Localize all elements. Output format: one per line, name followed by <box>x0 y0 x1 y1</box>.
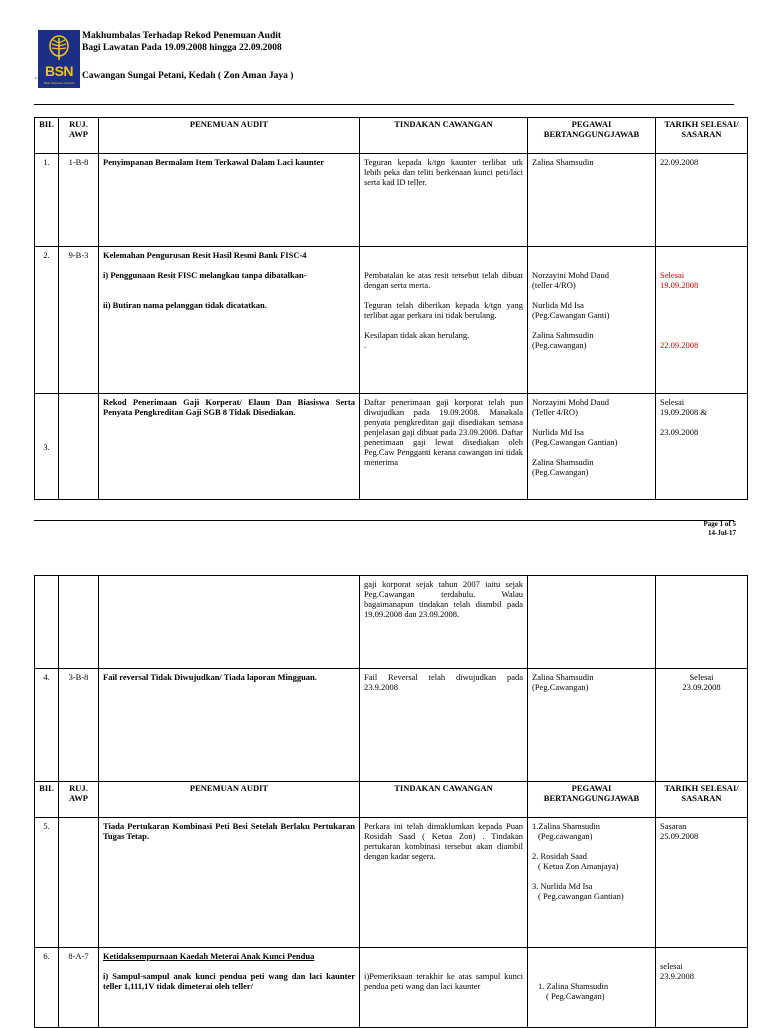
officer-name: Zalina Sahmsudin <box>532 330 594 340</box>
col-pegawai: PEGAWAI BERTANGGUNGJAWAB <box>528 118 656 154</box>
row-date <box>656 948 748 1028</box>
row-action: Fail Reversal telah diwujudkan pada 23.9.2008 <box>360 669 528 782</box>
officer-role: (Peg.cawangan) <box>532 340 587 350</box>
row-date <box>656 576 748 669</box>
page-date: 14-Jul-17 <box>708 529 736 537</box>
col-pegawai: PEGAWAI BERTANGGUNGJAWAB <box>528 782 656 818</box>
table-row <box>35 394 748 500</box>
row-bil <box>35 576 59 669</box>
officer-name: Zalina Shamsudin <box>532 672 594 682</box>
officer-role: (Teller 4/RO) <box>532 407 578 417</box>
row-action: Perkara ini telah dimaklumkan kepada Puan Rosidah Saad ( Ketua Zon) . Tindakan pertukaran kombinasi tersebut akan diambil dengan kadar segera. <box>360 818 528 948</box>
audit-table-page1 <box>34 117 748 500</box>
logo-tagline: Bank Simpanan Nasional <box>43 81 75 85</box>
finding-title: Ketidaksempurnaan Kaedah Meterai Anak Kunci Pendua <box>103 951 315 961</box>
action-line: Pembatalan ke atas resit tersebut telah dibuat dengan serta merta. <box>364 270 523 290</box>
finding-item-i: i) Penggunaan Resit FISC melangkau tanpa dibatalkan- <box>103 270 307 280</box>
col-penemuan: PENEMUAN AUDIT <box>99 782 360 818</box>
row-officer: Zalina Shamsudin <box>528 154 656 247</box>
row-ruj: 8-A-7 <box>59 948 99 1028</box>
doc-title-line2: Bagi Lawatan Pada 19.09.2008 hingga 22.09.2008 <box>82 43 282 53</box>
officer-role: ( Peg.Cawangan) <box>546 991 605 1001</box>
col-tarikh: TARIKH SELESAI/ SASARAN <box>656 118 748 154</box>
table-row <box>35 669 748 782</box>
officer-role: (Peg.cawangan) <box>538 831 593 841</box>
date-value: 23.09.2008 <box>660 427 699 437</box>
action-line: Teguran telah diberikan kepada k/tgn yang terlibat agar perkara ini tidak berulang. <box>364 300 523 320</box>
header-rule <box>34 104 734 105</box>
officer-role: ( Peg.cawangan Gantian) <box>538 891 624 901</box>
col-ruj: RUJ. AWP <box>59 782 99 818</box>
row-officer <box>528 394 656 500</box>
row-date <box>656 247 748 394</box>
date-status: Selesai <box>660 270 685 280</box>
row-bil: 6. <box>35 948 59 1028</box>
officer-name: Zalina Shamsudin <box>532 457 594 467</box>
row-officer <box>528 669 656 782</box>
table-row <box>35 818 748 948</box>
officer-name: 1. Zalina Shamsudin <box>538 981 609 991</box>
table-row <box>35 247 748 394</box>
date-status: Selesai <box>660 397 685 407</box>
row-ruj: 3-B-8 <box>59 669 99 782</box>
row-officer <box>528 818 656 948</box>
table-row <box>35 948 748 1028</box>
row-bil: 2. <box>35 247 59 394</box>
action-line: . <box>364 340 367 350</box>
row-action: Daftar penerimaan gaji korporat telah pun diwujudkan pada 19.09.2008. Manakala penyata pengkreditan gaji disediakan semasa penjelasan gaji dibuat pada 23.09.2008. Daftar penerimaan gaji lewat disediakan oleh Peg.Caw Pengganti kerana cawangan ini tidak menerima <box>360 394 528 500</box>
officer-name: Norzayini Mohd Daud <box>532 397 609 407</box>
page-count: Page 1 of 5 <box>703 520 736 528</box>
date-value: 19.09.2008 <box>660 280 699 290</box>
date-value: 19.09.2008 & <box>660 407 707 417</box>
row-action: gaji korporat sejak tahun 2007 iaitu sejak Peg.Cawangan terdahulu. Walau bagaimanapun tindakan telah diambil pada 19.09.2008 dan 23.09.2008. <box>360 576 528 669</box>
finding-item-ii: ii) Butiran nama pelanggan tidak dicatatkan. <box>103 300 267 310</box>
action-line: Kesilapan tidak akan berulang. <box>364 330 470 340</box>
date-value: 23.9.2008 <box>660 971 694 981</box>
row-ruj: 1-B-8 <box>59 154 99 247</box>
officer-name: Norzayini Mohd Daud <box>532 270 609 280</box>
row-date <box>656 394 748 500</box>
row-bil: 3. <box>35 394 59 500</box>
row-ruj: 9-B-3 <box>59 247 99 394</box>
officer-name: Nurlida Md Isa <box>532 427 584 437</box>
row-finding: Tiada Pertukaran Kombinasi Peti Besi Setelah Berlaku Pertukaran Tugas Tetap. <box>99 818 360 948</box>
col-bil: BIL <box>35 782 59 818</box>
date-status: Sasaran <box>660 821 687 831</box>
officer-role: (Peg.Cawangan) <box>532 467 589 477</box>
row-date: 22.09.2008 <box>656 154 748 247</box>
col-tarikh: TARIKH SELESAI/ SASARAN <box>656 782 748 818</box>
row-ruj <box>59 576 99 669</box>
officer-role: (Peg.Cawangan) <box>532 682 589 692</box>
row-bil: 1. <box>35 154 59 247</box>
page-number <box>704 520 736 538</box>
row-finding <box>99 576 360 669</box>
action-line: i)Pemeriksaan terakhir ke atas sampul kunci pendua peti wang dan laci kaunter <box>364 971 523 991</box>
row-finding <box>99 948 360 1028</box>
logo-text: BSN <box>44 63 74 79</box>
date-status: selesai <box>660 961 683 971</box>
officer-role: (Peg.Cawangan Gantian) <box>532 437 618 447</box>
date-value: 22.09.2008 <box>660 340 699 350</box>
col-tindakan: TINDAKAN CAWANGAN <box>360 782 528 818</box>
finding-item-i: i) Sampul-sampul anak kunci pendua peti wang dan laci kaunter teller 1,111,1V tidak dimeterai oleh teller/ <box>103 971 355 991</box>
row-date <box>656 669 748 782</box>
date-value: 23.09.2008 <box>682 682 721 692</box>
table-row <box>35 154 748 247</box>
officer-name: 1.Zalina Shamsudin <box>532 821 600 831</box>
row-finding <box>99 247 360 394</box>
date-status: Selesai <box>689 672 714 682</box>
officer-role: (Peg.Cawangan Ganti) <box>532 310 610 320</box>
officer-name: 3. Nurlida Md Isa <box>532 881 593 891</box>
finding-title: Kelemahan Pengurusan Resit Hasil Resmi Bank FISC-4 <box>103 250 307 260</box>
row-bil: 5. <box>35 818 59 948</box>
stray-mark: `` <box>34 76 40 86</box>
officer-role: ( Ketua Zon Amanjaya) <box>538 861 619 871</box>
audit-table-page2 <box>34 575 748 1028</box>
officer-role: (teller 4/RO) <box>532 280 576 290</box>
table-header-row <box>35 782 748 818</box>
branch-name: Cawangan Sungai Petani, Kedah ( Zon Aman Jaya ) <box>82 71 294 81</box>
officer-name: Nurlida Md Isa <box>532 300 584 310</box>
row-date <box>656 818 748 948</box>
bsn-logo <box>38 30 80 88</box>
row-bil: 4. <box>35 669 59 782</box>
row-ruj <box>59 394 99 500</box>
row-action <box>360 247 528 394</box>
row-action: Teguran kepada k/tgn kaunter terlibat utk lebih peka dan teliti berkenaan kunci peti/laci serta kad ID teller. <box>360 154 528 247</box>
row-finding: Rekod Penerimaan Gaji Korperat/ Elaun Dan Biasiswa Serta Penyata Pengkreditan Gaji SGB 8 Tidak Disediakan. <box>99 394 360 500</box>
footer-rule <box>34 520 734 521</box>
tree-emblem-icon <box>47 35 71 61</box>
officer-name: 2. Rosidah Saad <box>532 851 588 861</box>
row-action <box>360 948 528 1028</box>
col-penemuan: PENEMUAN AUDIT <box>99 118 360 154</box>
col-ruj: RUJ. AWP <box>59 118 99 154</box>
row-finding: Fail reversal Tidak Diwujudkan/ Tiada laporan Mingguan. <box>99 669 360 782</box>
row-officer <box>528 948 656 1028</box>
row-officer <box>528 576 656 669</box>
table-header-row <box>35 118 748 154</box>
row-ruj <box>59 818 99 948</box>
col-bil: BIL <box>35 118 59 154</box>
table-row <box>35 576 748 669</box>
row-finding: Penyimpanan Bermalam Item Terkawal Dalam Laci kaunter <box>99 154 360 247</box>
doc-title-line1: Makhumbalas Terhadap Rekod Penemuan Audit <box>82 31 282 41</box>
date-value: 25.09.2008 <box>660 831 699 841</box>
col-tindakan: TINDAKAN CAWANGAN <box>360 118 528 154</box>
row-officer <box>528 247 656 394</box>
